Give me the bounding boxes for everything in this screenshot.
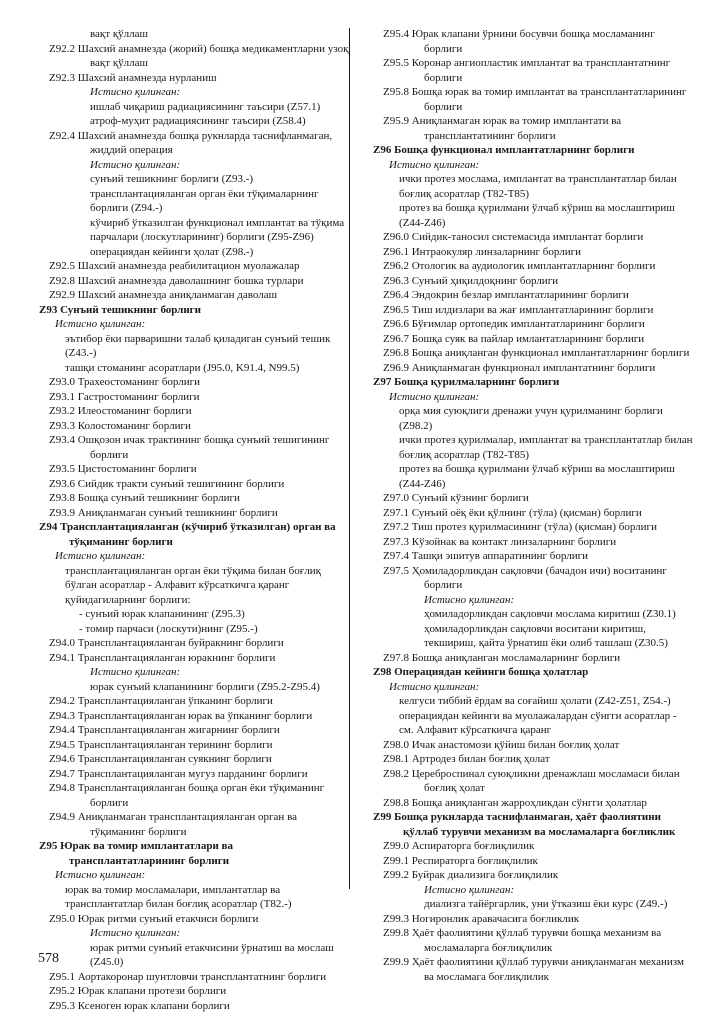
entry-text: Трансплантацияланган буйракнинг борлиги: [77, 637, 284, 649]
icd-code: Z94.7: [49, 767, 75, 780]
code-item: [39, 781, 351, 810]
icd-code: Z96.1: [383, 245, 409, 258]
entry-text: Ксеноген юрак клапани борлиги: [77, 999, 230, 1012]
code-item: [373, 796, 693, 811]
entry-text: - томир парчаси (лоскути)нинг (Z95.-): [79, 622, 258, 635]
icd-code: Z92.9: [49, 289, 75, 301]
icd-code: Z95.3: [49, 999, 75, 1012]
entry-text: протез ва бошқа қурилмани ўлчаб кўриш ва мослаштириш (Z44-Z46): [399, 202, 675, 229]
icd-code: Z97.1: [383, 506, 409, 519]
entry-text: Бошқа сунъий тешикнинг борлиги: [77, 492, 240, 504]
entry-text: келгуси тиббий ёрдам ва соғайиш ҳолати (Z42-Z51, Z54.-): [399, 695, 671, 707]
icd-code: Z94.5: [49, 738, 75, 751]
entry-text: ҳомиладорликдан сақловчи мослама киритиш (Z30.1): [424, 608, 676, 620]
entry-text: кўчириб ўтказилган функционал имплантат ва тўқима парчалари (лоскутларининг) борлиги (Z95-Z96): [90, 216, 345, 243]
section-header: [373, 143, 693, 158]
entry-text: Гастростоманинг борлиги: [77, 390, 200, 403]
icd-code: Z93.6: [49, 477, 75, 490]
icd-code: Z94.1: [49, 651, 75, 664]
section-header: [39, 303, 351, 318]
entry-text: Истисно қилинган:: [90, 927, 181, 939]
entry-text: Трансплантацияланган ўпканинг борлиги: [77, 695, 273, 707]
entry-text: Трансплантацияланган юракнинг борлиги: [77, 651, 276, 664]
entry-text: ташқи стоманинг асоратлари (J95.0, K91.4, N99.5): [65, 361, 300, 374]
icd-code: Z96.7: [383, 332, 409, 345]
entry-text: Илеостоманинг борлиги: [77, 405, 192, 417]
icd-code: Z92.8: [49, 274, 75, 287]
icd-code: Z93.2: [49, 405, 75, 417]
entry-text: Ташқи эшитув аппаратининг борлиги: [411, 550, 589, 562]
icd-code: Z98.0: [383, 738, 409, 751]
page-number: 578: [38, 951, 59, 966]
icd-code: Z96.4: [383, 289, 409, 301]
entry-text: Аспираторга боғлиқлилик: [411, 840, 535, 852]
entry-text: Трансплантацияланган бошқа орган ёки тўқиманинг борлиги: [77, 782, 325, 809]
exclusion-note: [373, 172, 693, 201]
entry-text: Ногиронлик аравачасига боғликлик: [411, 912, 580, 925]
entry-text: Сунъий кўзнинг борлиги: [411, 492, 529, 504]
exclusion-note: [39, 114, 351, 129]
entry-text: Истисно қилинган:: [55, 550, 146, 562]
icd-code: Z96.2: [383, 260, 409, 272]
entry-text: Истисно қилинган:: [55, 869, 146, 881]
icd-code: Z96.3: [383, 274, 409, 287]
left-column: [39, 27, 351, 1013]
icd-code: Z99: [373, 811, 392, 823]
code-item: [39, 477, 351, 492]
code-item: [373, 274, 693, 289]
code-item: [373, 738, 693, 753]
entry-text: ички протез мослама, имплантат ва трансплантатлар билан боғлиқ асоратлар (T82-T85): [399, 173, 677, 200]
icd-code: Z99.3: [383, 912, 409, 925]
icd-code: Z96.0: [383, 231, 409, 243]
exclusion-label: [39, 665, 351, 680]
icd-code: Z97.3: [383, 535, 409, 548]
entry-text: Колостоманинг борлиги: [77, 419, 191, 432]
exclusion-note: [39, 941, 351, 970]
entry-text: Трансплантацияланган терининг борлиги: [77, 738, 273, 751]
exclusion-label: [39, 317, 351, 332]
entry-text: Коронар ангиопластик имплантат ва трансплантатнинг борлиги: [411, 57, 671, 84]
code-item: [39, 419, 351, 434]
icd-code: Z95.1: [49, 970, 75, 983]
exclusion-note: [39, 883, 351, 912]
entry-text: Аниқланмаган сунъий тешикнинг борлиги: [77, 506, 278, 519]
code-item: [373, 752, 693, 767]
entry-text: Истисно қилинган:: [389, 390, 480, 403]
entry-text: Трансплантацияланган (кўчириб ўтказилган) орган ва тўқиманинг борлиги: [60, 521, 336, 548]
icd-code: Z94.3: [49, 709, 75, 722]
exclusion-note: [39, 172, 351, 187]
entry-text: Сунъий ҳиқилдоқнинг борлиги: [411, 274, 559, 287]
code-item: [373, 56, 693, 85]
entry-text: Истисно қилинган:: [90, 86, 181, 98]
column-divider: [349, 28, 350, 889]
code-item: [373, 245, 693, 260]
icd-code: Z99.1: [383, 854, 409, 867]
code-item: [373, 259, 693, 274]
entry-text: Истисно қилинган:: [389, 158, 480, 171]
code-item: [373, 839, 693, 854]
icd-code: Z95.0: [49, 912, 75, 925]
entry-text: қуйидагиларнинг борлиги:: [65, 593, 191, 606]
icd-code: Z93.8: [49, 492, 75, 504]
entry-text: Трахеостоманинг борлиги: [77, 376, 201, 388]
entry-text: Цистостоманинг борлиги: [77, 463, 197, 475]
icd-code: Z99.9: [383, 956, 409, 968]
entry-text: Бўғимлар ортопедик имплантатларининг борлиги: [411, 318, 645, 330]
section-header: [39, 839, 351, 868]
exclusion-label: [39, 549, 351, 564]
code-item: [373, 361, 693, 376]
entry-text: операциядан кейинги ҳолат (Z98.-): [90, 245, 254, 258]
exclusion-note: [373, 404, 693, 433]
icd-code: Z98.2: [383, 767, 409, 780]
entry-text: протез ва бошқа қурилмани ўлчаб кўриш ва мослаштириш (Z44-Z46): [399, 463, 675, 490]
entry-text: Шахсий анамнезда (жорий) бошқа медикаментларни узоқ вақт қўллаш: [77, 42, 349, 69]
entry-text: трансплантацияланган орган ёки тўқималарнинг борлиги (Z94.-): [90, 187, 319, 214]
entry-text: Истисно қилинган:: [424, 883, 515, 896]
entry-text: Трансплантацияланган суякнинг борлиги: [77, 753, 272, 765]
icd-code: Z99.0: [383, 840, 409, 852]
icd-code: Z97.4: [383, 550, 409, 562]
code-item: [39, 433, 351, 462]
code-item: [39, 375, 351, 390]
entry-text: Отологик ва аудиологик имплантатларнинг борлиги: [411, 260, 656, 272]
exclusion-label: [373, 390, 693, 405]
exclusion-note: [373, 201, 693, 230]
entry-text: атроф-муҳит радиациясининг таъсири (Z58.4): [90, 115, 306, 127]
icd-code: Z94.0: [49, 637, 75, 649]
entry-text: Трансплантацияланган юрак ва ўпканинг борлиги: [77, 709, 313, 722]
exclusion-label: [39, 158, 351, 173]
icd-code: Z97: [373, 376, 392, 388]
section-header: [373, 665, 693, 680]
exclusion-note: [39, 564, 351, 593]
section-header: [373, 810, 693, 839]
code-item: [39, 42, 351, 71]
exclusion-note: [39, 187, 351, 216]
icd-code: Z95.5: [383, 57, 409, 69]
section-header: [373, 375, 693, 390]
code-item: [373, 912, 693, 927]
continuation-line: [39, 27, 351, 42]
entry-text: Интраокуляр линзаларнинг борлиги: [411, 245, 581, 258]
icd-code: Z94: [39, 521, 58, 533]
code-item: [373, 955, 693, 984]
icd-code: Z92.4: [49, 129, 75, 142]
entry-text: Истисно қилинган:: [90, 158, 181, 171]
code-item: [39, 912, 351, 927]
exclusion-note: [373, 694, 693, 709]
code-item: [39, 71, 351, 86]
icd-code: Z94.6: [49, 753, 75, 765]
entry-text: Шахсий анамнезда нурланиш: [77, 71, 217, 84]
section-header: [39, 520, 351, 549]
entry-text: Цереброспинал суюқликни дренажлаш мосламаси билан боғлиқ ҳолат: [411, 767, 680, 794]
entry-text: Юрак клапани протези борлиги: [77, 985, 227, 997]
icd-code: Z93: [39, 303, 58, 316]
entry-text: - сунъий юрак клапанининг (Z95.3): [79, 608, 245, 620]
icd-code: Z96: [373, 144, 392, 156]
icd-code: Z94.8: [49, 782, 75, 794]
icd-code: Z94.4: [49, 724, 75, 736]
entry-text: Трансплантацияланган жигарнинг борлиги: [77, 724, 280, 736]
code-item: [373, 506, 693, 521]
exclusion-label: [39, 926, 351, 941]
code-item: [373, 868, 693, 883]
code-item: [39, 506, 351, 521]
icd-code: Z96.8: [383, 347, 409, 359]
code-item: [373, 854, 693, 869]
icd-code: Z95: [39, 840, 58, 852]
exclusion-note: [39, 332, 351, 361]
entry-text: Бошқа юрак ва томир имплантат ва трансплантатларининг борлиги: [411, 86, 687, 113]
entry-text: Сийдик-таносил системасида имплантат борлиги: [411, 231, 644, 243]
entry-text: Бошқа суяк ва пайлар имлантатларининг борлиги: [411, 332, 645, 345]
exclusion-note: [39, 245, 351, 260]
code-item: [373, 114, 693, 143]
icd-code: Z97.5: [383, 564, 409, 577]
entry-text: Истисно қилинган:: [424, 593, 515, 606]
entry-text: Бошқа рукнларда таснифланмаган, ҳаёт фаолиятини қўллаб турувчи механизм ва мосламаларга боғликлик: [394, 811, 676, 838]
entry-text: сунъий тешикнинг борлиги (Z93.-): [90, 173, 254, 185]
icd-code: Z93.5: [49, 463, 75, 475]
code-item: [39, 129, 351, 158]
icd-code: Z93.9: [49, 506, 75, 519]
icd-code: Z93.1: [49, 390, 75, 403]
icd-code: Z93.0: [49, 376, 75, 388]
code-item: [373, 767, 693, 796]
icd-code: Z97.2: [383, 521, 409, 533]
entry-text: Истисно қилинган:: [389, 680, 480, 693]
entry-text: Бошқа функционал имплантатларнинг борлиги: [394, 144, 635, 156]
icd-code: Z97.0: [383, 492, 409, 504]
exclusion-label: [373, 158, 693, 173]
entry-text: Аортакоронар шунтловчи трансплантатнинг борлиги: [77, 970, 327, 983]
exclusion-note: [39, 593, 351, 608]
code-item: [373, 85, 693, 114]
entry-text: эътибор ёки парваришни талаб қиладиган сунъий тешик (Z43.-): [65, 332, 331, 359]
code-item: [39, 752, 351, 767]
code-item: [39, 738, 351, 753]
entry-text: Аниқланмаган юрак ва томир имплантати ва трансплантатининг борлиги: [411, 115, 622, 142]
code-item: [373, 926, 693, 955]
icd-code: Z95.2: [49, 985, 75, 997]
exclusion-note: [373, 462, 693, 491]
exclusion-label: [373, 883, 693, 898]
entry-text: юрак сунъий клапанининг борлиги (Z95.2-Z95.4): [90, 680, 320, 693]
code-item: [39, 404, 351, 419]
entry-text: Аниқланмаган трансплантацияланган орган ва тўқиманинг борлиги: [77, 811, 297, 838]
code-item: [39, 723, 351, 738]
code-item: [39, 462, 351, 477]
entry-text: Бошқа аниқланган жарроҳликдан сўнгги ҳолатлар: [411, 796, 647, 809]
entry-text: Бошқа қурилмаларнинг борлиги: [394, 376, 560, 388]
exclusion-note: [373, 607, 693, 622]
entry-text: Ҳомиладорликдан сақловчи (бачадон ичи) воситанинг борлиги: [411, 564, 667, 591]
code-item: [373, 535, 693, 550]
icd-code: Z92.2: [49, 42, 75, 55]
code-item: [39, 984, 351, 999]
entry-text: Буйрак диализига боғлиқлилик: [411, 869, 559, 881]
entry-text: Сийдик тракти сунъий тешигининг борлиги: [77, 477, 285, 490]
entry-text: Трансплантацияланган мугуз парданинг борлиги: [77, 767, 308, 780]
exclusion-note: [39, 361, 351, 376]
exclusion-subitem: [39, 622, 351, 637]
code-item: [373, 288, 693, 303]
icd-code: Z96.6: [383, 318, 409, 330]
exclusion-label: [373, 680, 693, 695]
code-item: [39, 274, 351, 289]
icd-code: Z98.1: [383, 753, 409, 765]
entry-text: Ҳаёт фаолиятини қўллаб турувчи аниқланмаган механизм ва мосламага боғлиқлилик: [411, 956, 684, 983]
code-item: [39, 767, 351, 782]
code-item: [39, 491, 351, 506]
exclusion-note: [373, 433, 693, 462]
code-item: [39, 999, 351, 1014]
right-column: [373, 27, 693, 984]
code-item: [373, 317, 693, 332]
entry-text: Бошқа аниқланган функционал имплантатларнинг борлиги: [411, 347, 690, 359]
exclusion-note: [373, 897, 693, 912]
entry-text: трансплантацияланган орган ёки тўқима билан боғлиқ бўлган асоратлар - Алфавит кўрсаткичга қаранг: [65, 564, 321, 591]
exclusion-note: [373, 622, 693, 651]
code-item: [373, 303, 693, 318]
icd-code: Z93.3: [49, 419, 75, 432]
entry-text: Аниқланмаган функционал имплантатнинг борлиги: [411, 361, 656, 374]
entry-text: ишлаб чиқариш радиациясининг таъсири (Z57.1): [90, 100, 321, 113]
code-item: [373, 230, 693, 245]
icd-code: Z99.8: [383, 927, 409, 939]
icd-code: Z98: [373, 666, 392, 678]
icd-code: Z94.2: [49, 695, 75, 707]
entry-text: Респираторга боғлиқлилик: [411, 854, 538, 867]
icd-code: Z92.3: [49, 71, 75, 84]
icd-code: Z95.8: [383, 86, 409, 98]
entry-text: диализга тайёргарлик, уни ўтказиш ёки курс (Z49.-): [424, 898, 668, 910]
entry-text: Юрак ритми сунъий етакчиси борлиги: [77, 912, 259, 925]
exclusion-note: [39, 216, 351, 245]
entry-text: юрак ва томир мосламалари, имплантатлар ва трансплантатлар билан боғлиқ асоратлар (T82.-): [65, 883, 292, 910]
entry-text: Операциядан кейинги бошқа ҳолатлар: [394, 666, 589, 678]
entry-text: Юрак клапани ўрнини босувчи бошқа мосламанинг борлиги: [411, 28, 655, 55]
code-item: [373, 491, 693, 506]
exclusion-subitem: [39, 607, 351, 622]
icd-code: Z96.5: [383, 303, 409, 316]
code-item: [373, 564, 693, 593]
exclusion-note: [39, 100, 351, 115]
icd-code: Z95.9: [383, 115, 409, 127]
code-item: [39, 694, 351, 709]
entry-text: Артродез билан боғлиқ ҳолат: [411, 753, 550, 765]
code-item: [39, 259, 351, 274]
exclusion-label: [39, 868, 351, 883]
entry-text: Шахсий анамнезда даволашнинг бошка турлари: [77, 274, 304, 287]
icd-code: Z92.5: [49, 260, 75, 272]
code-item: [39, 970, 351, 985]
code-item: [39, 390, 351, 405]
icd-code: Z96.9: [383, 361, 409, 374]
exclusion-label: [39, 85, 351, 100]
entry-text: Сунъий тешикнинг борлиги: [60, 303, 201, 316]
entry-text: орқа мия суюқлиги дренажи учун қурилманинг борлиги (Z98.2): [399, 405, 663, 432]
entry-text: Шахсий анамнезда аниқланмаган даволаш: [77, 289, 278, 301]
entry-text: ички протез қурилмалар, имплантат ва трансплантатлар билан боғлиқ асоратлар (T82-T85): [399, 434, 693, 461]
entry-text: Ҳаёт фаолиятини қўллаб турувчи бошқа механизм ва мосламаларга боғлиқлилик: [411, 927, 662, 954]
entry-text: Ошқозон ичак трактининг бошқа сунъий тешигининг борлиги: [77, 434, 330, 461]
entry-text: Ичак анастомози қўйиш билан боғлиқ ҳолат: [411, 738, 620, 751]
entry-text: Тиш илдизлари ва жағ имплантатларининг борлиги: [411, 303, 654, 316]
entry-text: Шахсий анамнезда реабилитацион муолажалар: [77, 260, 300, 272]
code-item: [39, 651, 351, 666]
code-item: [373, 332, 693, 347]
entry-text: Шахсий анамнезда бошқа рукнларда таснифланмаган, жиддий операция: [77, 129, 333, 156]
entry-text: Истисно қилинган:: [55, 318, 146, 330]
entry-text: вақт қўллаш: [90, 28, 149, 40]
entry-text: юрак ритми сунъий етакчисини ўрнатиш ва мослаш (Z45.0): [90, 941, 334, 968]
icd-code: Z93.4: [49, 434, 75, 446]
code-item: [39, 709, 351, 724]
icd-code: Z95.4: [383, 28, 409, 40]
code-item: [373, 346, 693, 361]
entry-text: операциядан кейинги ва муолажалардан сўнгги асоратлар - см. Алфавит кўрсаткичга қаранг: [399, 709, 677, 736]
code-item: [39, 810, 351, 839]
icd-code: Z98.8: [383, 796, 409, 809]
exclusion-label: [373, 593, 693, 608]
entry-text: Тиш протез қурилмасининг (тўла) (қисман) борлиги: [411, 521, 657, 533]
entry-text: Сунъий оёқ ёки қўлнинг (тўла) (қисман) борлиги: [411, 506, 642, 519]
entry-text: Истисно қилинган:: [90, 666, 181, 678]
code-item: [373, 651, 693, 666]
icd-code: Z94.9: [49, 811, 75, 823]
entry-text: Кўзойнак ва контакт линзаларнинг борлиги: [411, 535, 617, 548]
entry-text: Юрак ва томир имплантатлари ва трансплантатларининг борлиги: [60, 840, 233, 867]
code-item: [373, 27, 693, 56]
code-item: [39, 288, 351, 303]
icd-code: Z97.8: [383, 651, 409, 664]
icd-code: Z99.2: [383, 869, 409, 881]
code-item: [373, 520, 693, 535]
entry-text: ҳомиладорликдан сақловчи воситани киритиш, текшириш, қайта ўрнатиш ёки олиб ташлаш (Z30.5): [424, 622, 668, 649]
exclusion-note: [373, 709, 693, 738]
entry-text: Эндокрин безлар имплантатларининг борлиги: [411, 289, 629, 301]
code-item: [39, 636, 351, 651]
exclusion-note: [39, 680, 351, 695]
entry-text: Бошқа аниқланган мосламаларнинг борлиги: [411, 651, 621, 664]
code-item: [373, 549, 693, 564]
